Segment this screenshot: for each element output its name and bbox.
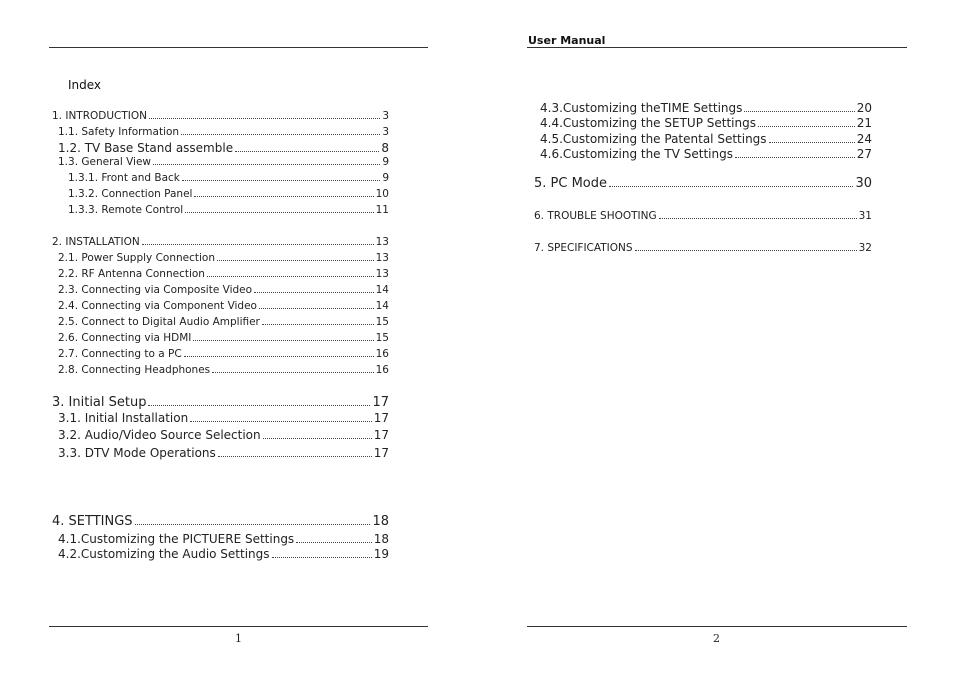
toc-entry[interactable]: 1.2. TV Base Stand assemble 8: [58, 141, 389, 155]
right-bottom-rule: [527, 626, 907, 627]
running-header: User Manual: [528, 34, 606, 47]
toc-entry[interactable]: 2.2. RF Antenna Connection 13: [58, 268, 389, 280]
toc-entry[interactable]: 4.3.Customizing theTIME Settings 20: [540, 101, 872, 115]
toc-entry[interactable]: 3.3. DTV Mode Operations 17: [58, 446, 389, 460]
toc-entry[interactable]: 3.2. Audio/Video Source Selection 17: [58, 428, 389, 442]
toc-entry[interactable]: 3.1. Initial Installation 17: [58, 411, 389, 425]
toc-entry[interactable]: 1.1. Safety Information 3: [58, 126, 389, 138]
toc-entry[interactable]: 4.1.Customizing the PICTUERE Settings 18: [58, 532, 389, 546]
toc-entry[interactable]: 1.3. General View 9: [58, 156, 389, 168]
toc-entry[interactable]: 4.5.Customizing the Patental Settings 24: [540, 132, 872, 146]
toc-entry[interactable]: 4.2.Customizing the Audio Settings 19: [58, 547, 389, 561]
toc-entry[interactable]: 1.3.1. Front and Back 9: [68, 172, 389, 184]
toc-entry[interactable]: 2.6. Connecting via HDMI 15: [58, 332, 389, 344]
right-page-number: 2: [713, 632, 720, 645]
toc-entry[interactable]: 4. SETTINGS 18: [52, 514, 389, 529]
toc-entry[interactable]: 1.3.2. Connection Panel 10: [68, 188, 389, 200]
right-top-rule: [527, 47, 907, 48]
toc-entry[interactable]: 2.8. Connecting Headphones 16: [58, 364, 389, 376]
toc-entry[interactable]: 1. INTRODUCTION 3: [52, 110, 389, 122]
toc-entry[interactable]: 2. INSTALLATION 13: [52, 236, 389, 248]
toc-entry[interactable]: 3. Initial Setup 17: [52, 395, 389, 410]
toc-entry[interactable]: 2.4. Connecting via Component Video 14: [58, 300, 389, 312]
toc-entry[interactable]: 6. TROUBLE SHOOTING 31: [534, 210, 872, 222]
index-title: Index: [68, 78, 102, 92]
toc-entry[interactable]: 5. PC Mode 30: [534, 176, 872, 191]
left-page-number: 1: [235, 632, 242, 645]
toc-entry[interactable]: 4.4.Customizing the SETUP Settings 21: [540, 116, 872, 130]
toc-entry[interactable]: 2.5. Connect to Digital Audio Amplifier 15: [58, 316, 389, 328]
toc-entry[interactable]: 4.6.Customizing the TV Settings 27: [540, 147, 872, 161]
left-top-rule: [49, 47, 428, 48]
toc-entry[interactable]: 7. SPECIFICATIONS 32: [534, 242, 872, 254]
toc-entry[interactable]: 1.3.3. Remote Control 11: [68, 204, 389, 216]
left-bottom-rule: [49, 626, 428, 627]
toc-entry[interactable]: 2.3. Connecting via Composite Video 14: [58, 284, 389, 296]
toc-entry[interactable]: 2.7. Connecting to a PC 16: [58, 348, 389, 360]
toc-entry[interactable]: 2.1. Power Supply Connection 13: [58, 252, 389, 264]
